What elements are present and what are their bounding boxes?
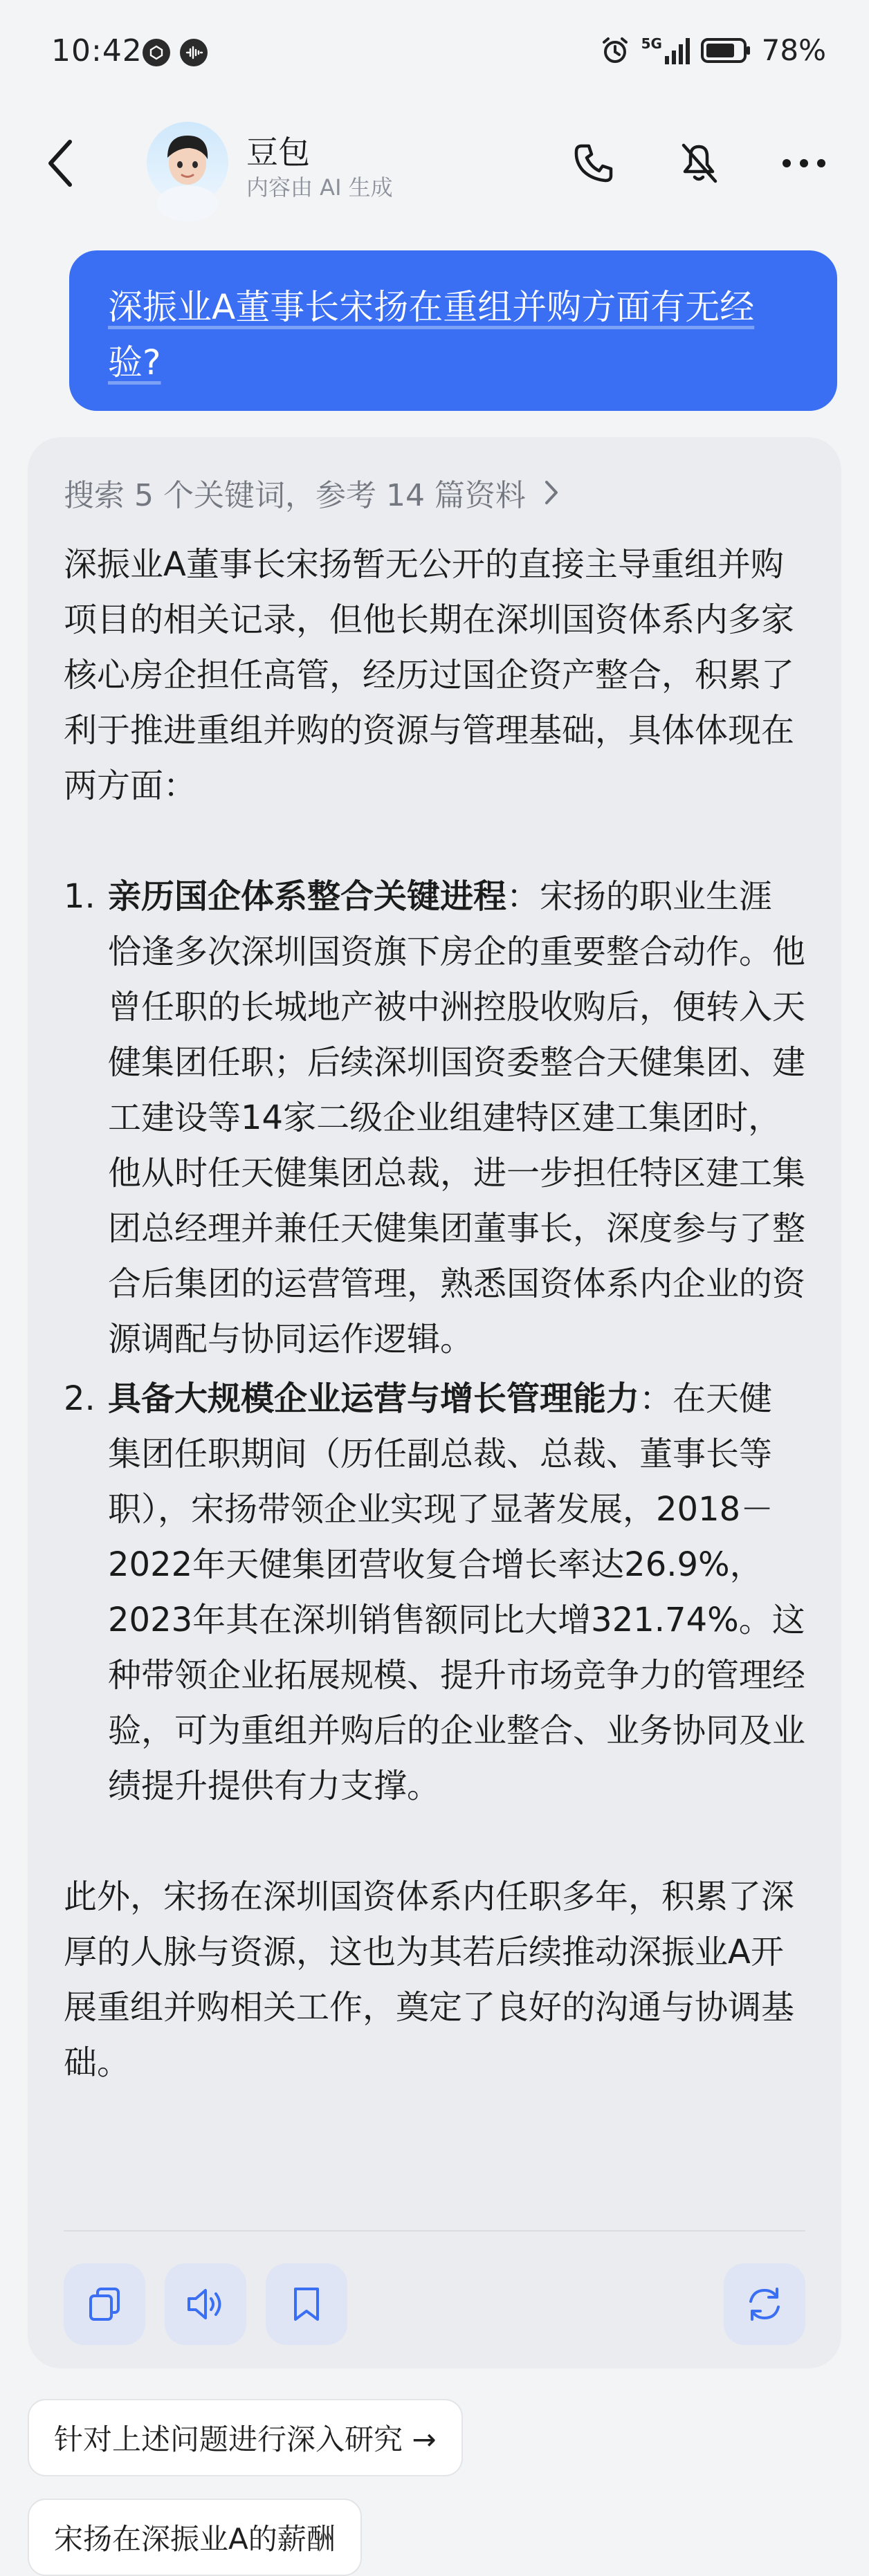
bookmark-button[interactable]	[266, 2263, 347, 2345]
answer-point	[64, 869, 805, 1367]
suggestion-chip[interactable]	[28, 2399, 463, 2476]
header-actions	[569, 138, 829, 188]
refresh-icon	[744, 2285, 785, 2324]
voice-notification-icon	[180, 39, 208, 66]
back-icon	[46, 139, 74, 187]
status-right	[600, 33, 826, 67]
app-notification-icon	[143, 39, 170, 66]
battery-percent: 78%	[761, 33, 826, 67]
suggestion-text: 宋扬在深振业A的薪酬	[54, 2522, 336, 2556]
search-summary[interactable]	[64, 465, 805, 520]
suggestion-chip[interactable]	[28, 2499, 362, 2576]
point-number: 1.	[64, 877, 95, 916]
regenerate-button[interactable]	[724, 2263, 805, 2345]
mute-button[interactable]	[674, 138, 724, 188]
ai-generated-note: 内容由 AI 生成	[246, 174, 393, 201]
signal-icon	[641, 35, 690, 66]
more-button[interactable]	[779, 138, 829, 188]
read-aloud-button[interactable]	[165, 2263, 246, 2345]
mute-icon	[677, 141, 721, 185]
call-button[interactable]	[569, 138, 619, 188]
suggestion-text: 针对上述问题进行深入研究 →	[54, 2422, 437, 2456]
speaker-icon	[185, 2285, 226, 2324]
chevron-right-icon	[544, 479, 559, 506]
point-body: ：在天健集团任职期间（历任副总裁、总裁、董事长等职），宋扬带领企业实现了显著发展，2018－2022年天健集团营收复合增长率达26.9%，2023年其在深圳销售额同比大增321.74%。这种带领企业拓展规模、提升市场竞争力的管理经验，可为重组并购后的企业整合、业务协同及业绩提升提供有力支撑。	[108, 1379, 806, 1805]
status-time: 10:42	[51, 33, 143, 68]
chat-header	[0, 111, 869, 214]
answer-body	[64, 537, 805, 2090]
answer-points	[64, 869, 805, 1814]
bot-avatar[interactable]	[147, 122, 228, 203]
answer-point	[64, 1371, 805, 1814]
user-message-bubble[interactable]	[69, 250, 837, 411]
point-title: 亲历国企体系整合关键进程	[108, 877, 507, 916]
point-body: ：宋扬的职业生涯恰逢多次深圳国资旗下房企的重要整合动作。他曾任职的长城地产被中洲控股收购后，便转入天健集团任职；后续深圳国资委整合天健集团、建工建设等14家二级企业组建特区建工集团时，他从时任天健集团总裁，进一步担任特区建工集团总经理并兼任天健集团董事长，深度参与了整合后集团的运营管理，熟悉国资体系内企业的资源调配与协同运作逻辑。	[108, 877, 806, 1359]
user-message-text: 深振业A董事长宋扬在重组并购方面有无经验?	[108, 287, 755, 383]
point-number: 2.	[64, 1379, 95, 1418]
search-summary-text: 搜索 5 个关键词，参考 14 篇资料	[64, 478, 526, 513]
answer-intro: 深振业A董事长宋扬暂无公开的直接主导重组并购项目的相关记录，但他长期在深圳国资体系内多家核心房企担任高管，经历过国企资产整合，积累了利于推进重组并购的资源与管理基础，具体体现在两方面：	[64, 545, 795, 805]
more-icon	[781, 158, 827, 169]
card-divider	[64, 2230, 805, 2232]
alarm-icon	[600, 35, 630, 66]
back-button[interactable]	[36, 138, 84, 188]
network-type: 5G	[641, 35, 662, 52]
bot-name: 豆包	[246, 134, 310, 171]
point-title: 具备大规模企业运营与增长管理能力	[108, 1379, 640, 1418]
battery-icon	[701, 37, 751, 64]
copy-icon	[85, 2285, 124, 2324]
answer-conclusion: 此外，宋扬在深圳国资体系内任职多年，积累了深厚的人脉与资源，这也为其若后续推动深振业A开展重组并购相关工作，奠定了良好的沟通与协调基础。	[64, 1877, 795, 2082]
notification-icons	[143, 39, 208, 66]
ai-answer-card	[28, 437, 841, 2368]
phone-icon	[572, 142, 615, 185]
answer-actions	[64, 2263, 805, 2345]
bookmark-icon	[291, 2285, 322, 2324]
status-bar	[0, 0, 869, 111]
copy-button[interactable]	[64, 2263, 145, 2345]
